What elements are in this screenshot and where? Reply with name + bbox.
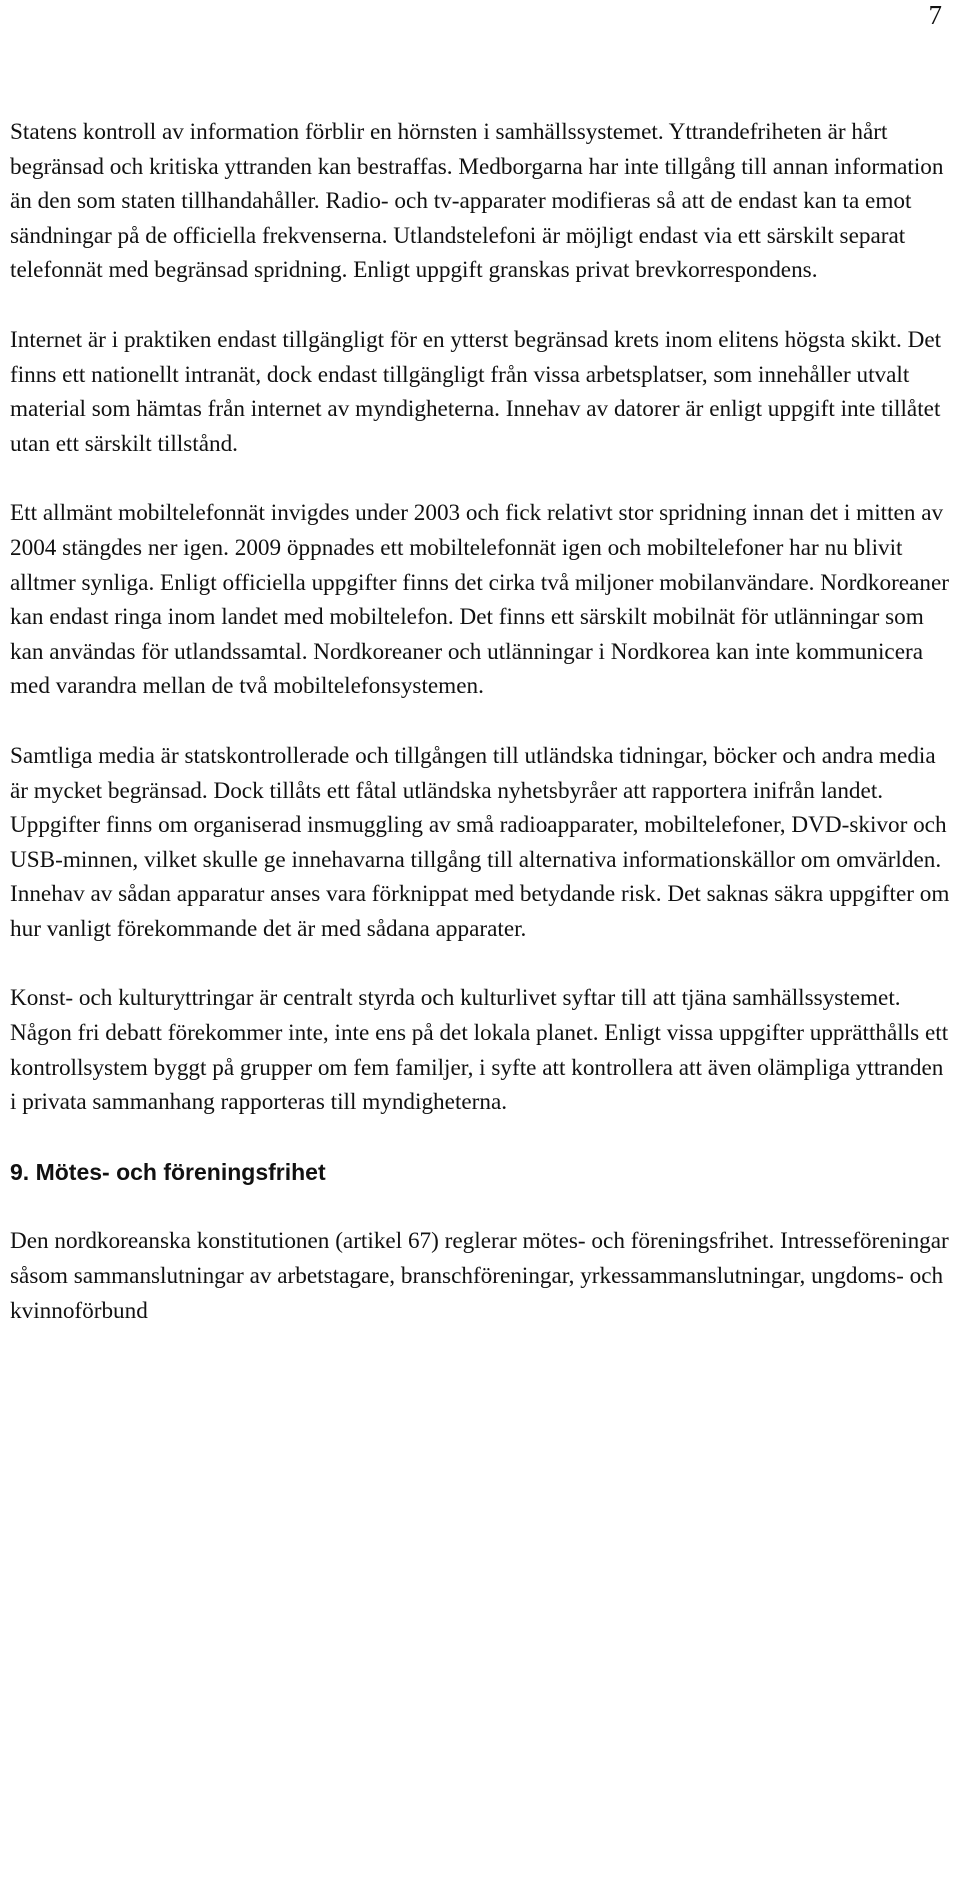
paragraph-spacer [10,1120,955,1155]
section-heading: 9. Mötes- och föreningsfrihet [10,1158,326,1185]
paragraph-spacer [10,1189,955,1224]
page-number: 7 [928,0,942,30]
paragraph-mobile-network: Ett allmänt mobiltelefonnät invigdes under 2003 och fick relativt stor spridning innan det i mitten av 2004 stängdes ner igen. 2009 öppnades ett mobiltelefonnät igen och mobiltelefoner har nu blivit alltmer synliga. Enligt officiella uppgifter finns det cirka två miljoner mobilanvändare. Nordkoreaner kan endast ringa inom landet med mobiltelefon. Det finns ett särskilt mobilnät för utlänningar som kan användas för utlandssamtal. Nordkoreaner och utlänningar i Nordkorea kan inte kommunicera med varandra mellan de två mobiltelefonsystemen. [10,500,950,700]
paragraph-spacer [10,461,955,496]
paragraph-media: Samtliga media är statskontrollerade och tillgången till utländska tidningar, böcker och andra media är mycket begränsad. Dock tillåts ett fåtal utländska nyhetsbyråer att rapportera inifrån landet. Uppgifter finns om organiserad insmuggling av små radioapparater, mobiltelefoner, DVD-skivor och USB-minnen, vilket skulle ge innehavarna tillgång till alternativa informationskällor om omvärlden. Innehav av sådan apparatur anses vara förknippat med betydande risk. Det saknas säkra uppgifter om hur vanligt förekommande det är med sådana apparater. [10,742,950,942]
paragraph-spacer [10,946,955,981]
paragraph-information-control: Statens kontroll av information förblir en hörnsten i samhällssystemet. Yttrandefriheten är hårt begränsad och kritiska yttranden kan bestraffas. Medborgarna har inte tillgång till annan information än den som staten tillhandahåller. Radio- och tv-apparater modifieras så att de endast kan ta emot sändningar på de officiella frekvenserna. Utlandstelefoni är möjligt endast via ett särskilt separat telefonnät med begränsad spridning. Enligt uppgift granskas privat brevkorrespondens. [10,119,944,284]
paragraph-culture: Konst- och kulturyttringar är centralt styrda och kulturlivet syftar till att tjäna samhällssystemet. Någon fri debatt förekommer inte, inte ens på det lokala planet. Enligt vissa uppgifter upprätthålls ett kontrollsystem byggt på grupper om fem familjer, i syfte att kontrollera att även olämpliga yttranden i privata sammanhang rapporteras till myndigheterna. [10,985,949,1116]
paragraph-spacer [10,288,955,323]
paragraph-constitution: Den nordkoreanska konstitutionen (artikel 67) reglerar mötes- och föreningsfrihet. Intresseföreningar såsom sammanslutningar av arbetstagare, branschföreningar, yrkessammanslutningar, ungdoms- och kvinnoförbund [10,1228,949,1324]
paragraph-spacer [10,704,955,739]
document-body [10,115,955,1328]
paragraph-internet: Internet är i praktiken endast tillgängligt för en ytterst begränsad krets inom elitens högsta skikt. Det finns ett nationellt intranät, dock endast tillgängligt från vissa arbetsplatser, som innehåller utvalt material som hämtas från internet av myndigheterna. Innehav av datorer är enligt uppgift inte tillåtet utan ett särskilt tillstånd. [10,326,942,457]
